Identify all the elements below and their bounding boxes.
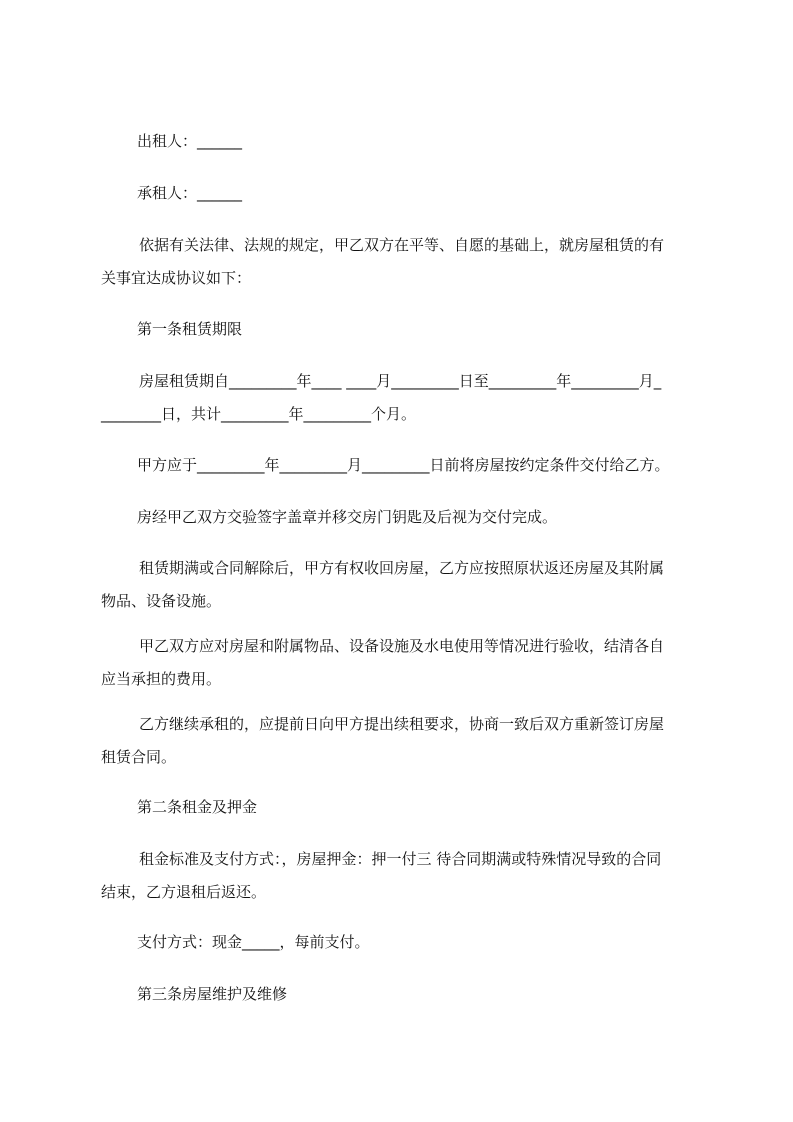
delivery-complete-text: 房经甲乙双方交验签字盖章并移交房门钥匙及后视为交付完成。 xyxy=(137,508,558,526)
rent-terms-paragraph xyxy=(101,843,701,909)
preamble-line-2: 关事宜达成协议如下： xyxy=(101,269,252,287)
renewal-clause-paragraph xyxy=(101,708,701,774)
lessee-text: 承租人：______ xyxy=(137,184,243,202)
article-2-title-text: 第二条租金及押金 xyxy=(137,798,258,816)
lessor-line xyxy=(101,125,737,158)
payment-method-paragraph xyxy=(101,926,737,959)
inspection-clause-line-1: 甲乙双方应对房屋和附属物品、设备设施及水电使用等情况进行验收，结清各自 xyxy=(139,637,665,655)
article-2-title xyxy=(101,791,737,824)
return-clause-line-2: 物品、设备设施。 xyxy=(101,592,222,610)
preamble-line-1: 依据有关法律、法规的规定，甲乙双方在平等、自愿的基础上，就房屋租赁的有 xyxy=(139,236,665,254)
article-3-title-text: 第三条房屋维护及维修 xyxy=(137,985,288,1003)
lessee-line xyxy=(101,177,737,210)
lease-period-paragraph xyxy=(101,365,701,431)
rent-terms-line-2: 结束，乙方退租后返还。 xyxy=(101,883,267,901)
payment-method-text: 支付方式：现金_____，每前支付。 xyxy=(137,933,370,951)
renewal-clause-line-1: 乙方继续承租的，应提前日向甲方提出续租要求，协商一致后双方重新签订房屋 xyxy=(139,715,665,733)
return-clause-paragraph xyxy=(101,552,701,618)
preamble-paragraph xyxy=(101,229,701,295)
rent-terms-line-1: 租金标准及支付方式：，房屋押金：押一付三 待合同期满或特殊情况导致的合同 xyxy=(139,850,662,868)
return-clause-line-1: 租赁期满或合同解除后，甲方有权收回房屋，乙方应按照原状返还房屋及其附属 xyxy=(139,559,665,577)
lease-period-line-2: ________日，共计_________年_________个月。 xyxy=(101,405,417,423)
renewal-clause-line-2: 租赁合同。 xyxy=(101,748,177,766)
lessor-text: 出租人：______ xyxy=(137,132,243,150)
inspection-clause-paragraph xyxy=(101,630,701,696)
article-3-title xyxy=(101,978,737,1011)
article-1-title xyxy=(101,313,737,346)
delivery-date-paragraph xyxy=(101,449,737,482)
lease-period-line-1: 房屋租赁期自_________年____ ____月_________日至_________年_________月_ xyxy=(139,372,662,390)
inspection-clause-line-2: 应当承担的费用。 xyxy=(101,670,222,688)
delivery-complete-paragraph xyxy=(101,501,737,534)
article-1-title-text: 第一条租赁期限 xyxy=(137,320,243,338)
delivery-date-text: 甲方应于_________年_________月_________日前将房屋按约定条件交付给乙方。 xyxy=(137,456,670,474)
